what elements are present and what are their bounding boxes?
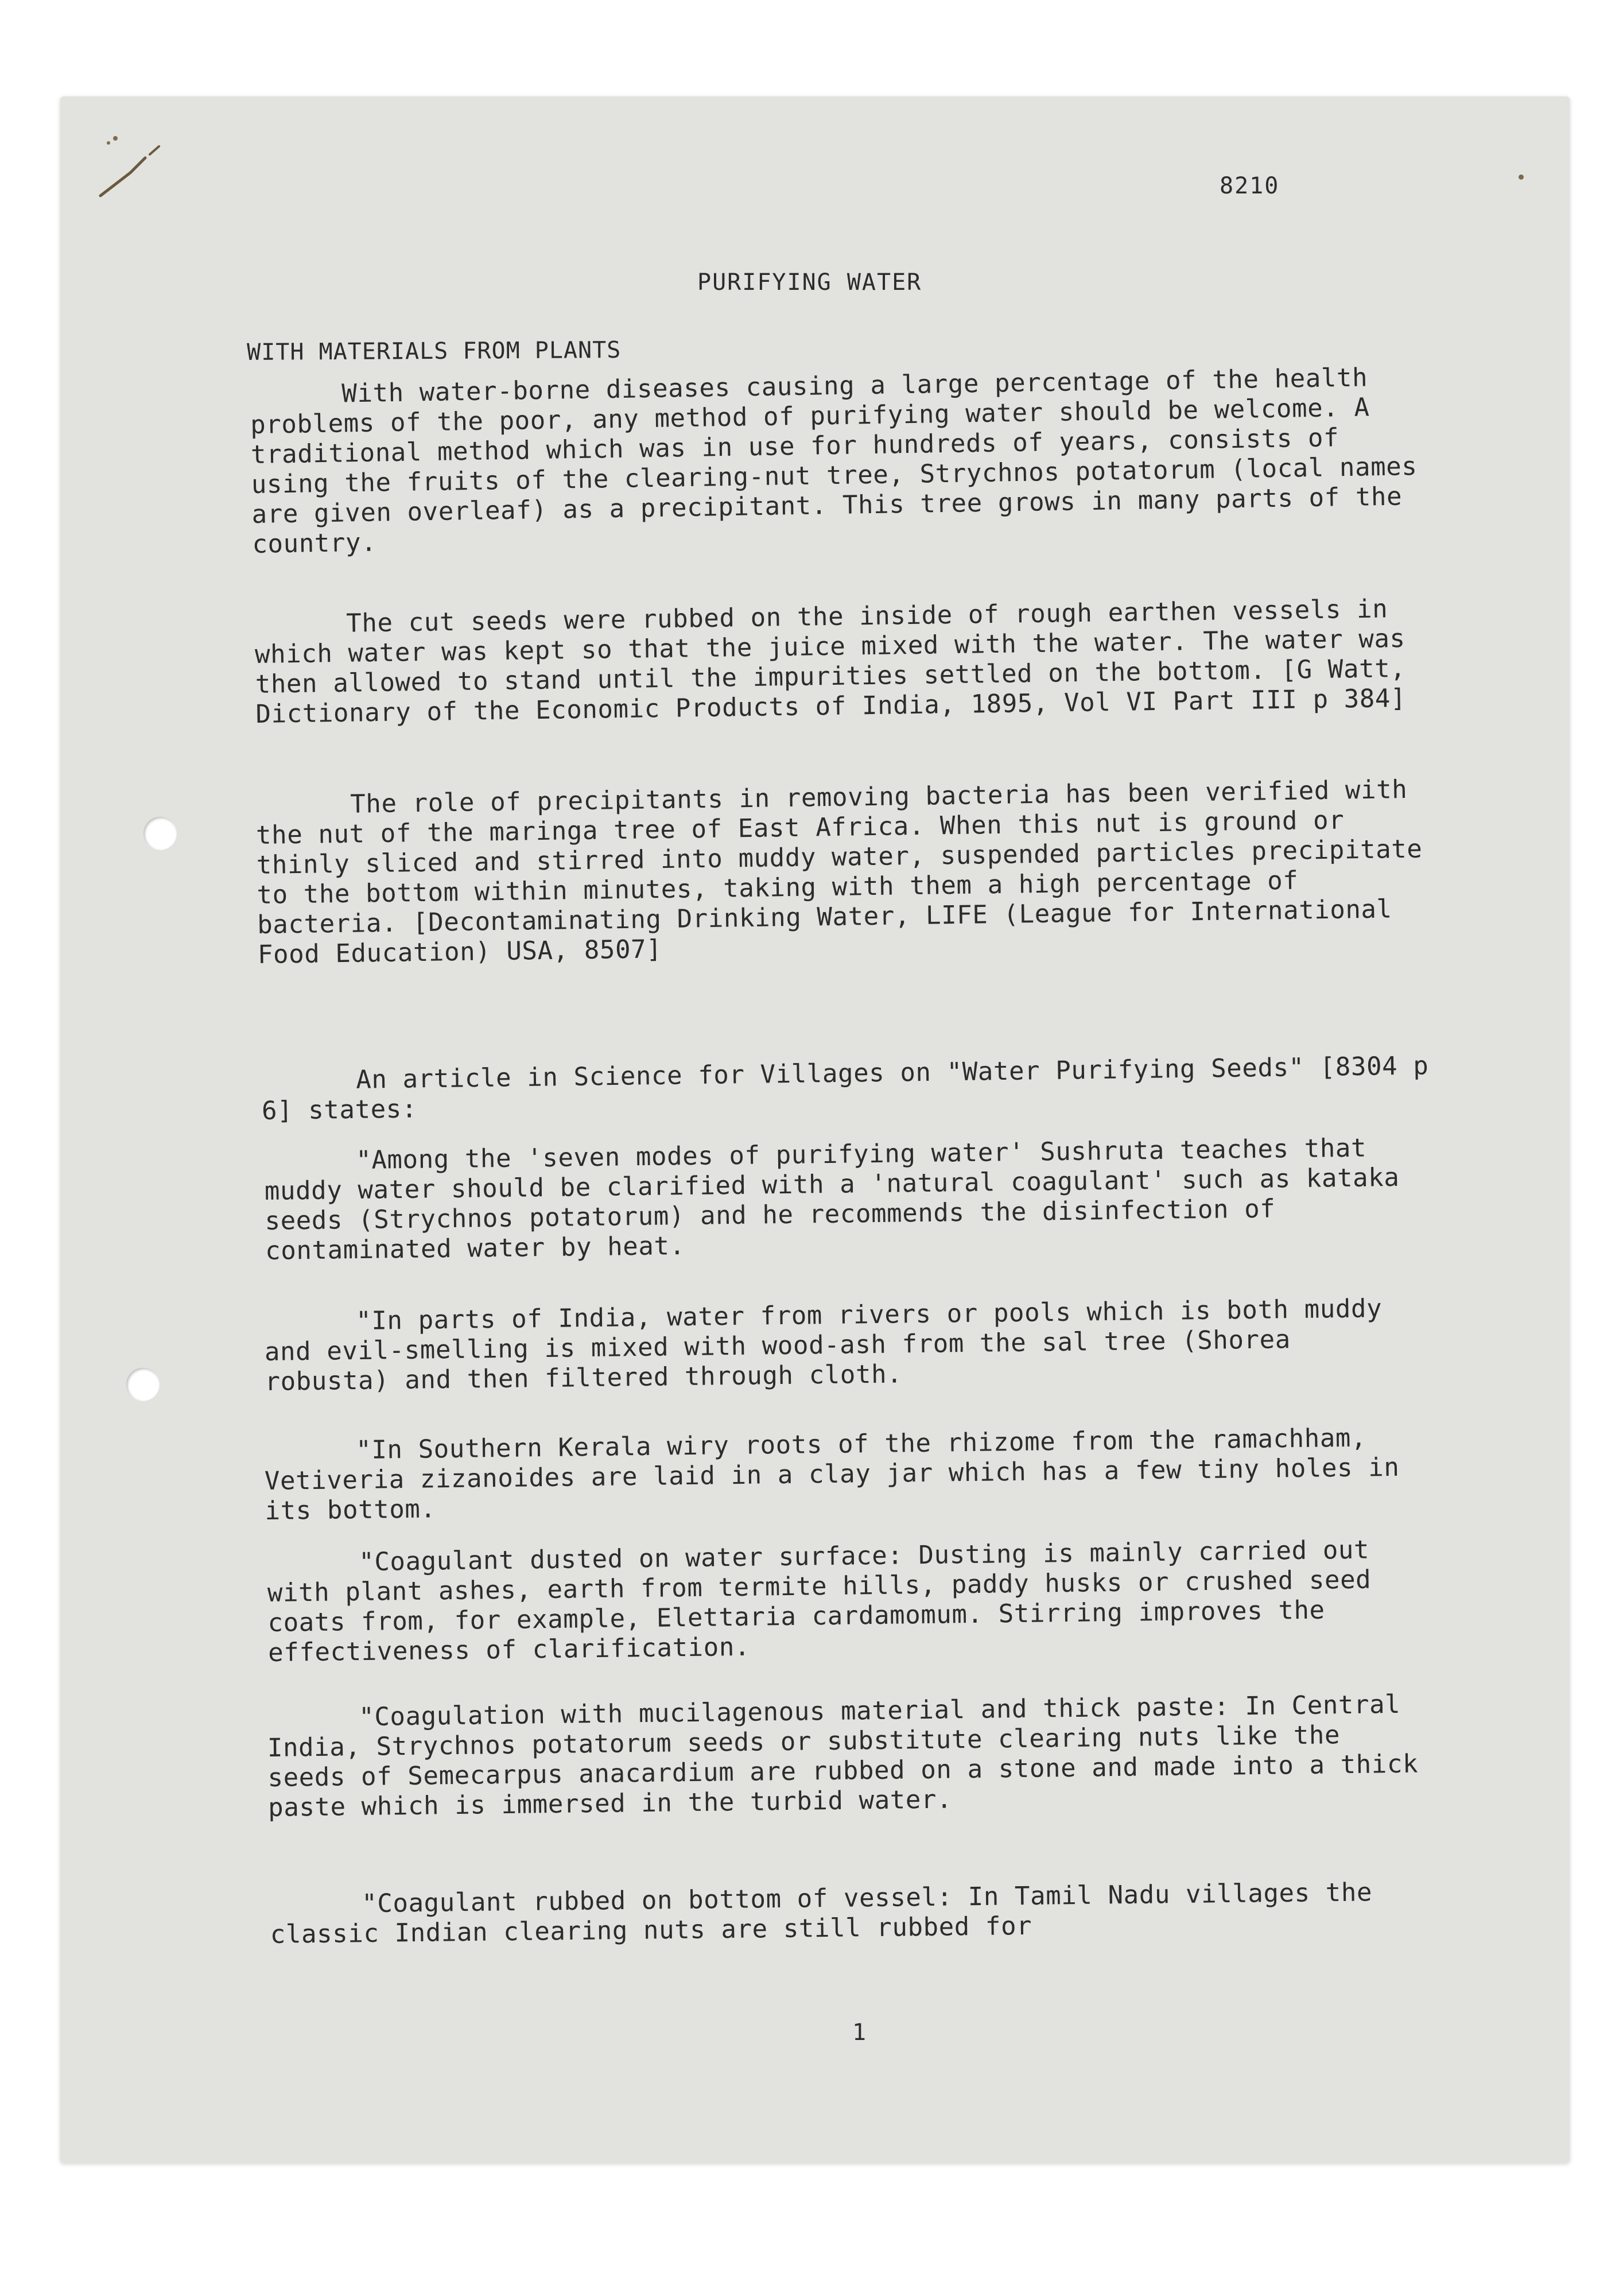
quote-paragraph: "Coagulant rubbed on bottom of vessel: In Tamil Nadu villages the classic Indian clearing nuts are still rubbed for: [270, 1878, 1373, 1949]
quote-paragraph: "In parts of India, water from rivers or pools which is both muddy and evil-smelling is mixed with wood-ash from the sal tree (Shorea robusta) and then filtered through cloth.: [264, 1294, 1383, 1397]
paragraph: An article in Science for Villages on "Water Purifying Seeds" [8304 p 6] states:: [261, 1051, 1429, 1126]
subtitle: WITH MATERIALS FROM PLANTS: [247, 337, 622, 366]
page-number-top: 8210: [1220, 173, 1280, 199]
pencil-mark-icon: [95, 128, 187, 203]
quote-paragraph: "Coagulation with mucilagenous material and thick paste: In Central India, Strychnos potatorum seeds or substitute clearing nuts like the seeds of Semecarpus anacardium are rubbed on a stone and made into a thick paste which is immersed in the turbid water.: [267, 1689, 1419, 1822]
punch-hole: [143, 817, 177, 850]
document-page: [60, 96, 1570, 2163]
page-number-bottom: 1: [852, 2019, 867, 2046]
paragraph: The cut seeds were rubbed on the inside of rough earthen vessels in which water was kept so that the juice mixed with the water. The water was then allowed to stand until the impurities settled on the bottom. [G Watt, Dictionary of the Economic Products of India, 1895, Vol VI Part III p 384]: [254, 594, 1407, 729]
quote-paragraph: "In Southern Kerala wiry roots of the rhizome from the ramachham, Vetiveria zizanoides are laid in a clay jar which has a few tiny holes in its bottom.: [264, 1423, 1400, 1526]
paper-speck: [1519, 174, 1524, 180]
punch-hole: [126, 1368, 160, 1401]
quote-paragraph: "Coagulant dusted on water surface: Dusting is mainly carried out with plant ashes, earth from termite hills, paddy husks or crushed seed coats from, for example, Elettaria cardamomum. Stirring improves the effectiveness of clarification.: [267, 1535, 1372, 1667]
paragraph: With water-borne diseases causing a large percentage of the health problems of the poor, any method of purifying water should be welcome. A traditional method which was in use for hundreds of years, consists of using the fruits of the clearing-nut tree, Strychnos potatorum (local names are given overleaf) as a precipitant. This tree grows in many parts of the country.: [250, 363, 1418, 559]
quote-paragraph: "Among the 'seven modes of purifying water' Sushruta teaches that muddy water should be clarified with a 'natural coagulant' such as kataka seeds (Strychnos potatorum) and he recommends the disinfection of contaminated water by heat.: [264, 1133, 1400, 1266]
page-title: PURIFYING WATER: [697, 269, 922, 296]
paragraph: The role of precipitants in removing bacteria has been verified with the nut of the maringa tree of East Africa. When this nut is ground or thinly sliced and stirred into muddy water, suspended particles precipitate to the bottom within minutes, taking with them a high percentage of bacteria. [Decontaminating Drinking Water, LIFE (League for International Food Education) USA, 8507]: [255, 774, 1423, 969]
